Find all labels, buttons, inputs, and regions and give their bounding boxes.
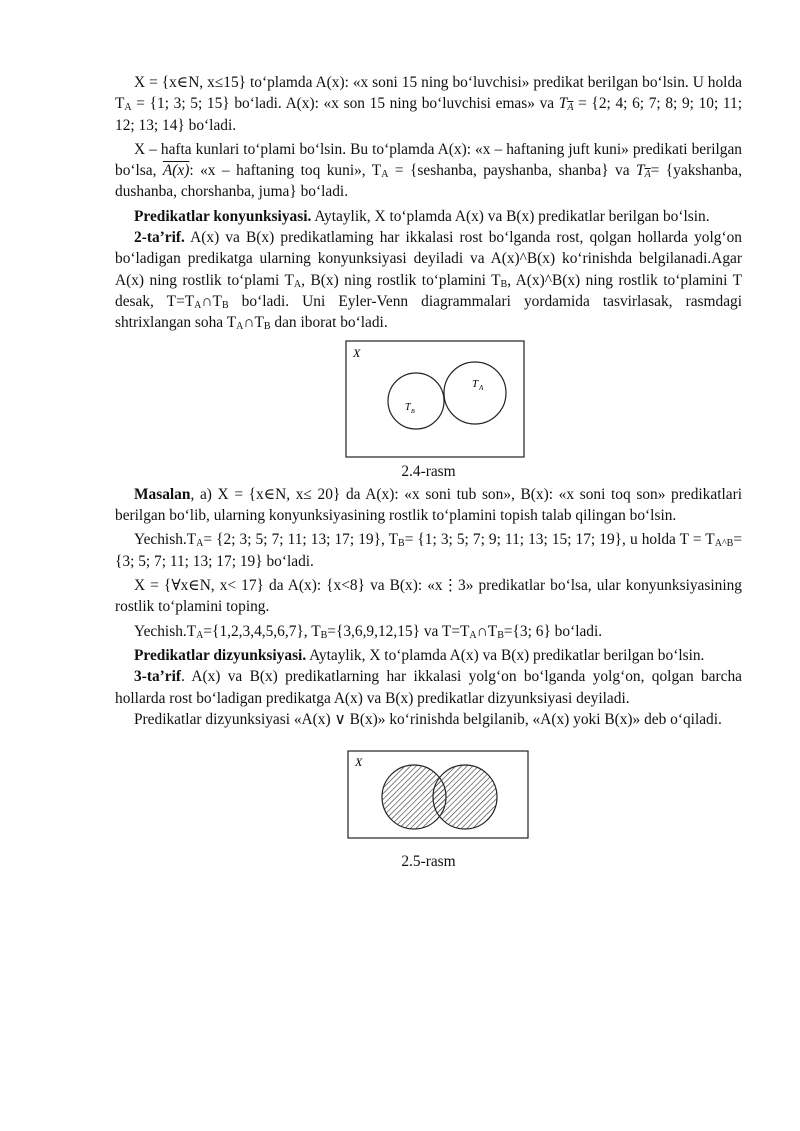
paragraph-example-weekdays [115,139,742,203]
universe-rect [346,341,524,457]
paragraph-exercise [115,575,742,618]
label-ta-sub: A [479,383,484,392]
text: = {2; 3; 5; 7; 11; 13; 17; 19}, T [203,531,399,549]
complement-set-symbol: T [636,162,645,180]
text: Yechish.T [134,531,197,549]
text: , a) X = {x∈N, x≤ 20} da A(x): «x soni tub son», B(x): «x soni toq son» predikatlari berilgan bo‘lib, ularning konyunksiyasining rostlik to‘plamini topish talab qilingan bo‘lsin. [115,485,742,525]
venn-intersection-diagram [345,340,525,458]
subscript: A [469,629,477,641]
text: dan iborat bo‘ladi. [270,314,388,332]
subscript: A [196,538,204,550]
set-circle-ta [444,362,506,424]
paragraph-disjunction-heading [115,645,742,666]
figure-caption-2-5: 2.5-rasm [401,853,456,871]
subscript: B [500,278,508,290]
subscript: B [320,629,328,641]
paragraph-solution-a [115,529,742,572]
subscript: B [497,629,504,641]
paragraph-example-a [115,484,742,527]
text: ={1,2,3,4,5,6,7}, T [203,622,321,640]
set-circle-tb [388,373,444,429]
label-tb-sub: B [411,408,415,415]
figure-venn-intersection [115,340,742,458]
subscript-overline: A [644,169,651,181]
section-heading: Predikatlar konyunksiyasi. [134,207,312,225]
paragraph-definition-2 [115,227,742,333]
subscript: B [263,321,271,333]
paragraph-disjunction-notation [115,709,742,730]
text: = {1; 3; 5; 15} bo‘ladi. A(x): «x son 15 ning bo‘luvchisi emas» va [131,95,559,113]
text: = {2; 4; 6; 7; 8; 9; 10; 11; 12; 13; 14} bo‘ladi. [115,95,742,134]
text: = {seshanba, payshanba, shanba} va [388,162,636,180]
label-tb: T [405,401,411,413]
definition-label: 3-ta’rif [134,668,181,686]
paragraph-solution-b [115,621,742,642]
text: ={3,6,9,12,15} va T=T [327,622,470,640]
subscript: A [236,321,244,333]
text: ∩T [476,622,498,640]
section-heading: Predikatlar dizyunksiyasi. [134,646,307,664]
subscript: A [381,169,389,181]
example-label: Masalan [134,485,191,503]
subscript: A [293,278,302,290]
text: Aytaylik, X to‘plamda A(x) va B(x) predikatlar berilgan bo‘lsin. [306,646,705,664]
text: . A(x) va B(x) predikatlarning har ikkalasi yolg‘on bo‘lganda yolg‘on, qolgan barcha hollarda rost bo‘ladigan predikatga A(x) va B(x) predikatlar dizyunksiyasi deyiladi. [115,668,742,707]
paragraph-definition-3 [115,666,742,709]
text: , A(x)^B(x) ning rostlik to‘plamini T desak, T=T [115,271,742,310]
venn-union-diagram [347,750,529,840]
text: ={3; 6} bo‘ladi. [503,622,603,640]
figure-venn-union [115,750,742,848]
subscript-overline: A [567,102,574,114]
text: = {yakshanba, dushanba, chorshanba, juma} bo‘ladi. [115,162,742,201]
text: Aytaylik, X to‘plamda A(x) va B(x) predikatlar berilgan bo‘lsin. [311,207,710,225]
subscript: A [194,299,202,311]
text: = {1; 3; 5; 7; 9; 11; 13; 15; 17; 19}, u holda T = T [404,531,715,549]
subscript: A^B [714,538,734,550]
subscript: B [398,538,405,550]
set-label-x: X [355,755,363,770]
text: Predikatlar dizyunksiyasi «A(x) ∨ B(x)» ko‘rinishda belgilanib, «A(x) yoki B(x)» deb o‘qiladi. [134,710,722,728]
definition-label: 2-ta’rif. [134,229,185,247]
text: , B(x) ning rostlik to‘plamini T [301,271,501,289]
text: X – hafta kunlari to‘plami bo‘lsin. Bu to‘plamda A(x): «x – haftaning juft kuni» predikati berilgan bo‘lsa, [115,140,742,180]
text: ∩T [201,292,222,310]
document-page [115,72,742,874]
text: ∩T [243,314,264,332]
text: X = {∀x∈N, x< 17} da A(x): {x<8} va B(x): «x⋮3» predikatlar bo‘lsa, ular konyunksiyasining rostlik to‘plamini toping. [115,577,742,616]
text: A(x) va B(x) predikatlaming har ikkalasi rost bo‘lganda rost, qolgan hollarda yolg‘on bo‘ladigan predikatga ularning konyunksiyasi deyiladi va A(x)^B(x) ko‘rinishda belgilanadi.Agar A(x) ning rostlik to‘plami T [115,229,742,289]
text: : «x – haftaning toq kuni», T [189,162,382,180]
subscript: A [196,629,204,641]
figure-caption-2-4: 2.4-rasm [401,462,456,480]
paragraph-example-divisors [115,72,742,136]
text: X = {x∈N, x≤15} to‘plamda A(x): «x soni 15 ning bo‘luvchisi» predikat berilgan bo‘lsin. U holda T [115,74,742,113]
text: Yechish.T [134,622,197,640]
text: bo‘ladi. Uni Eyler-Venn diagrammalari yordamida tasvirlasak, rasmdagi shtrixlangan soha T [115,292,742,332]
complement-set-symbol: T [558,95,568,113]
paragraph-conjunction-heading [115,206,742,227]
set-label-x: X [353,345,361,360]
set-circle-b [433,765,497,829]
subscript: B [221,299,229,311]
text: = {3; 5; 7; 11; 13; 17; 19} bo‘ladi. [115,531,742,570]
subscript: A [124,102,132,114]
label-ta: T [472,377,479,390]
negated-predicate: A(x) [162,162,190,180]
